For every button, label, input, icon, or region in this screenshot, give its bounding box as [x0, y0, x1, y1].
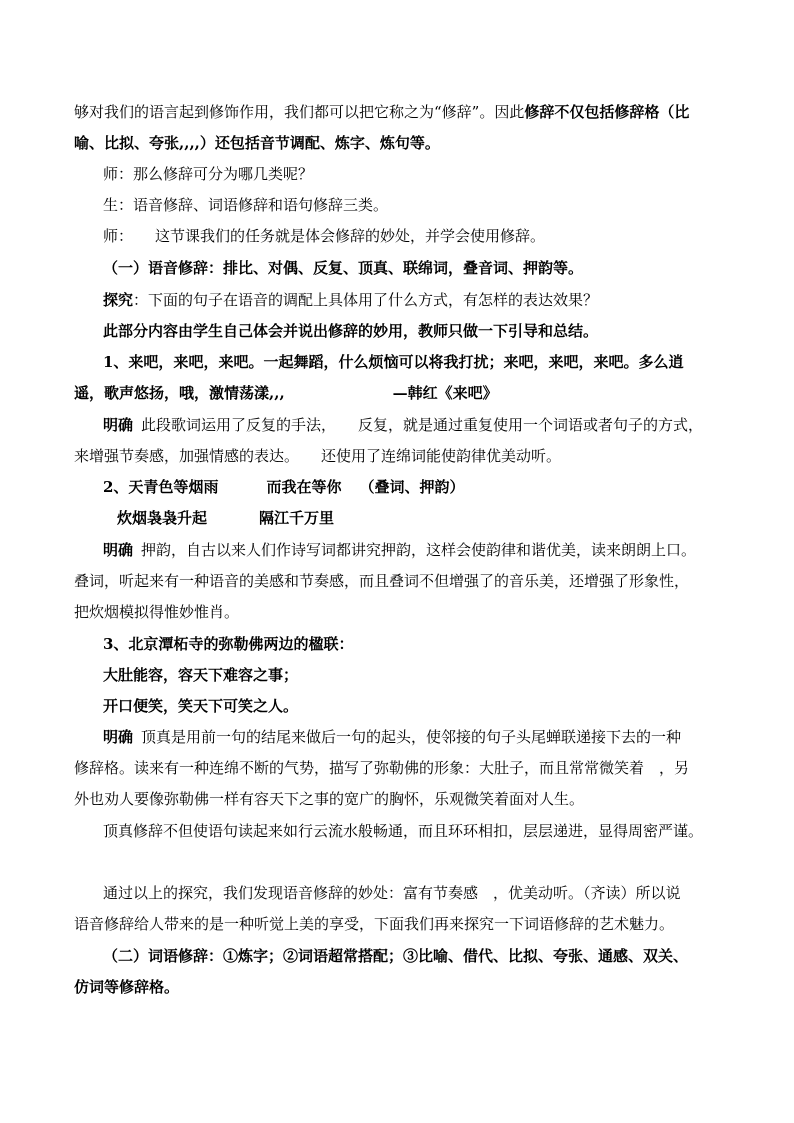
bold-text: 探究	[103, 291, 134, 309]
text: 2、天青色等烟雨	[103, 478, 219, 496]
paragraph-line	[103, 727, 681, 747]
text: 这节课我们的任务就是体会修辞的妙处，并学会使用修辞。	[155, 227, 546, 245]
text: 隔江千万里	[259, 509, 335, 527]
example-line	[117, 508, 334, 528]
section-heading: （二）词语修辞：①炼字；②词语超常搭配；③比喻、借代、比拟、夸张、通感、双关、	[103, 947, 689, 965]
paragraph-line: 外也劝人要像弥勒佛一样有容天下之事的宽广的胸怀，乐观微笑着面对人生。	[74, 790, 585, 808]
bold-text: 明确	[103, 541, 134, 559]
text: ：下面的句子在语音的调配上具体用了什么方式，有怎样的表达效果？	[133, 291, 599, 309]
paragraph-line: 顶真修辞不但使语句读起来如行云流水般畅通，而且环环相扣，层层递进，显得周密严谨。	[103, 822, 704, 840]
example-line: 1、来吧，来吧，来吧。一起舞蹈，什么烦恼可以将我打扰；来吧，来吧，来吧。多么逍	[103, 353, 684, 371]
example-line	[103, 477, 464, 497]
section-heading: 仿词等修辞格。	[74, 978, 180, 996]
example-line	[74, 383, 498, 403]
text: 来增强节奏感，加强情感的表达。	[74, 447, 300, 465]
paragraph-line	[103, 415, 703, 435]
dialogue-line: 生：语音修辞、词语修辞和语句修辞三类。	[103, 196, 389, 214]
paragraph-line: 通过以上的探究，我们发现语音修辞的妙处：富有节奏感 ，优美动听。（齐读）所以说	[103, 884, 681, 902]
paragraph-line	[103, 540, 696, 560]
text: 而我在等你	[266, 478, 342, 496]
speaker: 师：	[103, 227, 134, 245]
citation: —韩红《来吧》	[392, 384, 498, 402]
section-heading: （一）语音修辞：排比、对偶、反复、顶真、联绵词，叠音词、押韵等。	[103, 259, 584, 277]
text: 还使用了连绵词能使韵律优美动听。	[321, 447, 562, 465]
paragraph-line: 此部分内容由学生自己体会并说出修辞的妙用，教师只做一下引导和总结。	[103, 322, 599, 340]
bold-text: 明确	[103, 728, 134, 746]
bold-text: 明确	[103, 416, 134, 434]
paragraph-line: 喻、比拟、夸张,,,,）还包括音节调配、炼字、炼句等。	[74, 134, 440, 152]
text: 此段歌词运用了反复的手法，	[141, 416, 337, 434]
paragraph-line: 修辞格。读来有一种连绵不断的气势，描写了弥勒佛的形象：大肚子，而且常常微笑着 ，另	[74, 759, 690, 777]
text: 反复，就是通过重复使用一个词语或者句子的方式，	[358, 416, 704, 434]
paragraph-line: 语音修辞给人带来的是一种听觉上美的享受，下面我们再来探究一下词语修辞的艺术魅力。	[74, 915, 675, 933]
example-line: 3、北京潭柘寺的弥勒佛两边的楹联：	[103, 635, 354, 653]
paragraph-line: 把炊烟模拟得惟妙惟肖。	[74, 603, 240, 621]
text: 顶真是用前一句的结尾来做后一句的起头，使邻接的句子头尾蝉联递接下去的一种	[141, 728, 682, 746]
bold-text: 修辞不仅包括修辞格（比	[524, 103, 690, 121]
text: 炊烟袅袅升起	[117, 509, 208, 527]
text: 够对我们的语言起到修饰作用，我们都可以把它称之为“修辞”。因此	[74, 103, 525, 121]
paragraph-line: 叠词，听起来有一种语音的美感和节奏感，而且叠词不但增强了的音乐美，还增强了形象性，	[74, 572, 690, 590]
paragraph-line	[103, 290, 598, 310]
example-line: 开口便笑，笑天下可笑之人。	[103, 697, 299, 715]
paragraph-line	[74, 446, 561, 466]
text: 遥，歌声悠扬，哦，激情荡漾,,,	[74, 384, 285, 402]
example-line: 大肚能容，容天下难容之事；	[103, 666, 299, 684]
text: 押韵，自古以来人们作诗写词都讲究押韵，这样会使韵律和谐优美，读来朗朗上口。	[141, 541, 697, 559]
dialogue-line	[103, 226, 545, 246]
paragraph-line	[74, 102, 689, 122]
dialogue-line: 师：那么修辞可分为哪几类呢？	[103, 165, 314, 183]
text: （叠词、押韵）	[359, 478, 465, 496]
